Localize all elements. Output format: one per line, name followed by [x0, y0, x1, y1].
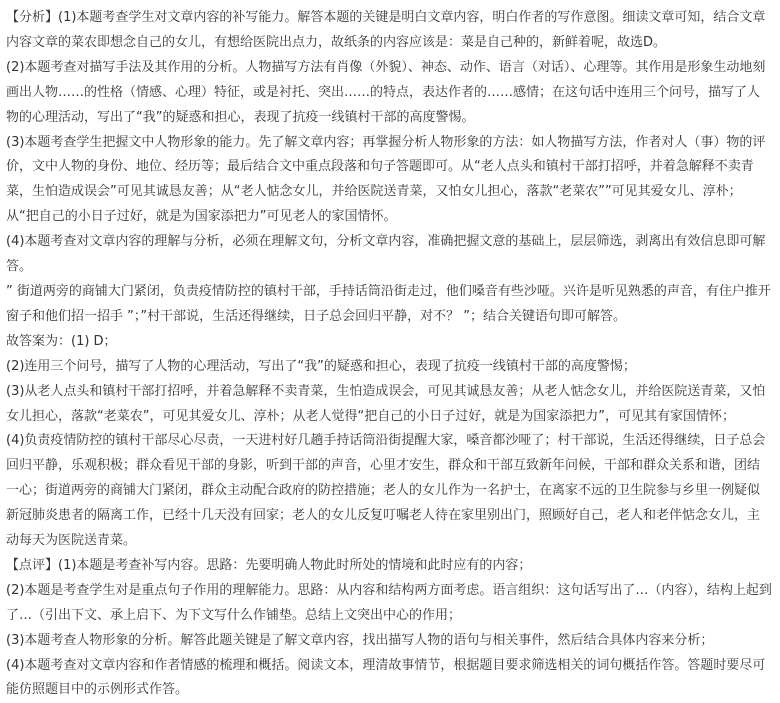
answer-q3-paragraph: (3)从老人点头和镇村干部打招呼，并着急解释不卖青菜，生怕造成误会，可见其诚恳友善；从老人惦念女儿，并给医院送青菜，又怕女儿担心，落款“老菜农”，可见其爱女儿、淳朴；从老人觉得“把自己的小日子过好，就是为国家添把力”，可见其有家国情怀； — [6, 383, 766, 424]
comment-q3-paragraph: (3)本题考查人物形象的分析。解答此题关键是了解文章内容，找出描写人物的语句与相关事件，然后结合具体内容来分析； — [6, 632, 714, 648]
analysis-q4-quote-paragraph: ” 街道两旁的商铺大门紧闭，负责疫情防控的镇村干部，手持话筒沿街走过，他们嗓音有些沙哑。兴许是听见熟悉的声音，有住户推开窗子和他们招一招手 ”；”村干部说，生活还得继续，日子总会回归平静，对不？ ”；结合关键语句即可解答。 — [6, 283, 771, 324]
comment-q2-paragraph: (2)本题是考查学生对是重点句子作用的理解能力。思路：从内容和结构两方面考虑。语言组织：这句话写出了…（内容），结构上起到了…（引出下文、承上启下、为下文写什么作铺垫。总结上文突出中心的作用； — [6, 582, 772, 623]
answer-q1-paragraph: 故答案为：(1) D； — [6, 333, 117, 349]
analysis-q2-paragraph: (2)本题考查对描写手法及其作用的分析。人物描写方法有肖像（外貌）、神态、动作、语言（对话）、心理等。其作用是形象生动地刻画出人物……的性格（情感、心理）特征，或是衬托、突出……的特点，表达作者的……感情；在这句话中连用三个问号，描写了人物的心理活动，写出了“我”的疑惑和担心，表现了抗疫一线镇村干部的高度警惕。 — [6, 59, 766, 125]
analysis-q3-paragraph: (3)本题考查学生把握文中人物形象的能力。先了解文章内容；再掌握分析人物形象的方法：如人物描写方法，作者对人（事）物的评价，文中人物的身份、地位、经历等；最后结合文中重点段落和句子答题即可。从“老人点头和镇村干部打招呼，并着急解释不卖青菜，生怕造成误会”可见其诚恳友善；从“老人惦念女儿，并给医院送青菜，又怕女儿担心，落款“老菜农””可见其爱女儿、淳朴；从“把自己的小日子过好，就是为国家添把力”可见老人的家国情怀。 — [6, 134, 766, 225]
answer-q4-paragraph: (4)负责疫情防控的镇村干部尽心尽责，一天进村好几趟手持话筒沿街提醒大家，嗓音都沙哑了；村干部说，生活还得继续，日子总会回归平静，乐观积极；群众看见干部的身影，听到干部的声音，心里才安生，群众和干部互致新年问候，干部和群众关系和谐，团结一心；街道两旁的商铺大门紧闭，群众主动配合政府的防控措施；老人的女儿作为一名护士，在离家不远的卫生院参与乡里一例疑似新冠肺炎患者的隔离工作，已经十几天没有回家；老人的女儿反复叮嘱老人待在家里别出门，照顾好自己，老人和老伴惦念女儿，主动每天为医院送青菜。 — [6, 433, 766, 549]
answer-q2-paragraph: (2)连用三个问号，描写了人物的心理活动，写出了“我”的疑惑和担心，表现了抗疫一线镇村干部的高度警惕； — [6, 358, 636, 374]
comment-q4-paragraph: (4)本题考查对文章内容和作者情感的梳理和概括。阅读文本，理清故事情节，根据题目要求筛选相关的词句概括作答。答题时要尽可能仿照题目中的示例形式作答。 — [6, 657, 766, 698]
comment-q1-paragraph: 【点评】(1)本题是考查补写内容。思路：先要明确人物此时所处的情境和此时应有的内容； — [6, 557, 532, 573]
analysis-q4-paragraph: (4)本题考查对文章内容的理解与分析，必须在理解文句，分析文章内容，准确把握文意的基础上，层层筛选，剥离出有效信息即可解答。 — [6, 234, 766, 275]
analysis-q1-paragraph: 【分析】(1)本题考查学生对文章内容的补写能力。解答本题的关键是明白文章内容，明白作者的写作意图。细读文章可知，结合文章内容文章的菜农即想念自己的女儿，有想给医院出点力，故纸条的内容应该是：菜是自己种的，新鲜着呢，故选D。 — [6, 10, 766, 50]
